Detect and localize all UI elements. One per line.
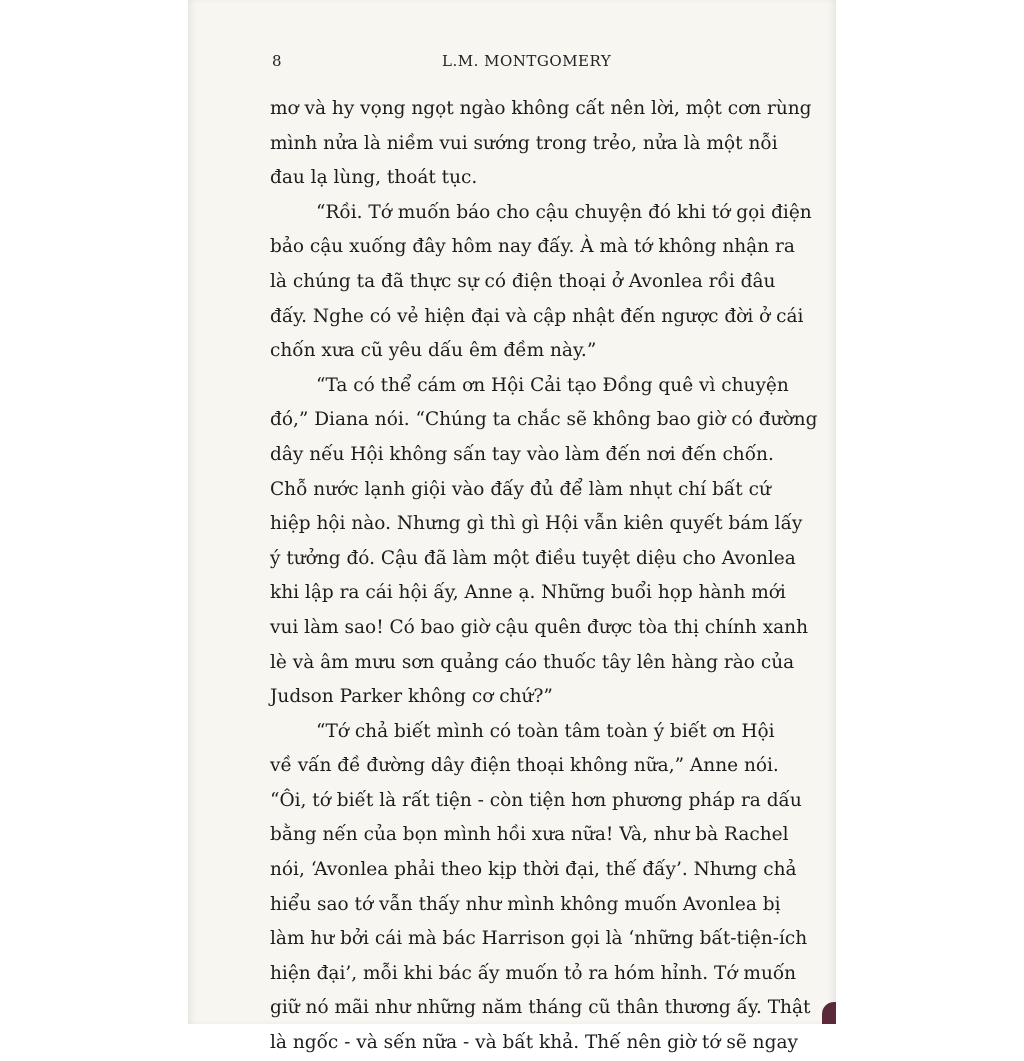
- text-line: đau lạ lùng, thoát tục.: [270, 167, 478, 189]
- page-corner: [822, 1002, 836, 1024]
- text-line: “Ôi, tớ biết là rất tiện - còn tiện hơn phương pháp ra dấu: [270, 789, 802, 811]
- text-line: vui làm sao! Có bao giờ cậu quên được tòa thị chính xanh: [270, 616, 808, 638]
- text-line: mơ và hy vọng ngọt ngào không cất nên lời, một cơn rùng: [270, 98, 812, 119]
- body-text: [270, 92, 818, 1061]
- text-line: ý tưởng đó. Cậu đã làm một điều tuyệt diệu cho Avonlea: [270, 547, 796, 569]
- text-line: là chúng ta đã thực sự có điện thoại ở Avonlea rồi đâu: [270, 270, 776, 292]
- text-line: giữ nó mãi như những năm tháng cũ thân thương ấy. Thật: [270, 997, 811, 1019]
- page-number: 8: [272, 52, 282, 70]
- text-line: “Ta có thể cám ơn Hội Cải tạo Đồng quê vì chuyện: [316, 374, 789, 396]
- text-line: Chỗ nước lạnh giội vào đấy đủ để làm nhụt chí bất cứ: [270, 478, 771, 500]
- text-line: dây nếu Hội không sấn tay vào làm đến nơi đến chốn.: [270, 443, 774, 465]
- text-line: đấy. Nghe có vẻ hiện đại và cập nhật đến ngược đời ở cái: [270, 305, 804, 327]
- text-line: “Tớ chả biết mình có toàn tâm toàn ý biết ơn Hội: [316, 720, 775, 742]
- text-line: bảo cậu xuống đây hôm nay đấy. À mà tớ không nhận ra: [270, 236, 795, 258]
- text-line: về vấn đề đường dây điện thoại không nữa,” Anne nói.: [270, 755, 779, 777]
- author-name: L.M. MONTGOMERY: [442, 52, 612, 70]
- running-head: [272, 50, 768, 74]
- text-line: bằng nến của bọn mình hồi xưa nữa! Và, như bà Rachel: [270, 824, 789, 846]
- text-line: hiểu sao tớ vẫn thấy như mình không muốn Avonlea bị: [270, 893, 781, 915]
- text-line: hiện đại’, mỗi khi bác ấy muốn tỏ ra hóm hỉnh. Tớ muốn: [270, 962, 797, 984]
- text-line: đó,” Diana nói. “Chúng ta chắc sẽ không bao giờ có đường: [270, 409, 818, 431]
- text-line: hiệp hội nào. Nhưng gì thì gì Hội vẫn kiên quyết bám lấy: [270, 513, 803, 535]
- text-line: mình nửa là niềm vui sướng trong trẻo, nửa là một nỗi: [270, 132, 778, 154]
- text-line: là ngốc - và sến nữa - và bất khả. Thế nên giờ tớ sẽ ngay: [270, 1032, 798, 1054]
- text-line: chốn xưa cũ yêu dấu êm đềm này.”: [270, 340, 597, 362]
- text-line: “Rồi. Tớ muốn báo cho cậu chuyện đó khi tớ gọi điện: [316, 201, 812, 223]
- text-line: Judson Parker không cơ chứ?”: [270, 686, 553, 708]
- text-line: lè và âm mưu sơn quảng cáo thuốc tây lên hàng rào của: [270, 651, 795, 673]
- text-line: khi lập ra cái hội ấy, Anne ạ. Những buổi họp hành mới: [270, 582, 786, 604]
- text-line: nói, ‘Avonlea phải theo kịp thời đại, thế đấy’. Nhưng chả: [270, 859, 797, 881]
- text-line: làm hư bởi cái mà bác Harrison gọi là ‘những bất-tiện-ích: [270, 928, 808, 950]
